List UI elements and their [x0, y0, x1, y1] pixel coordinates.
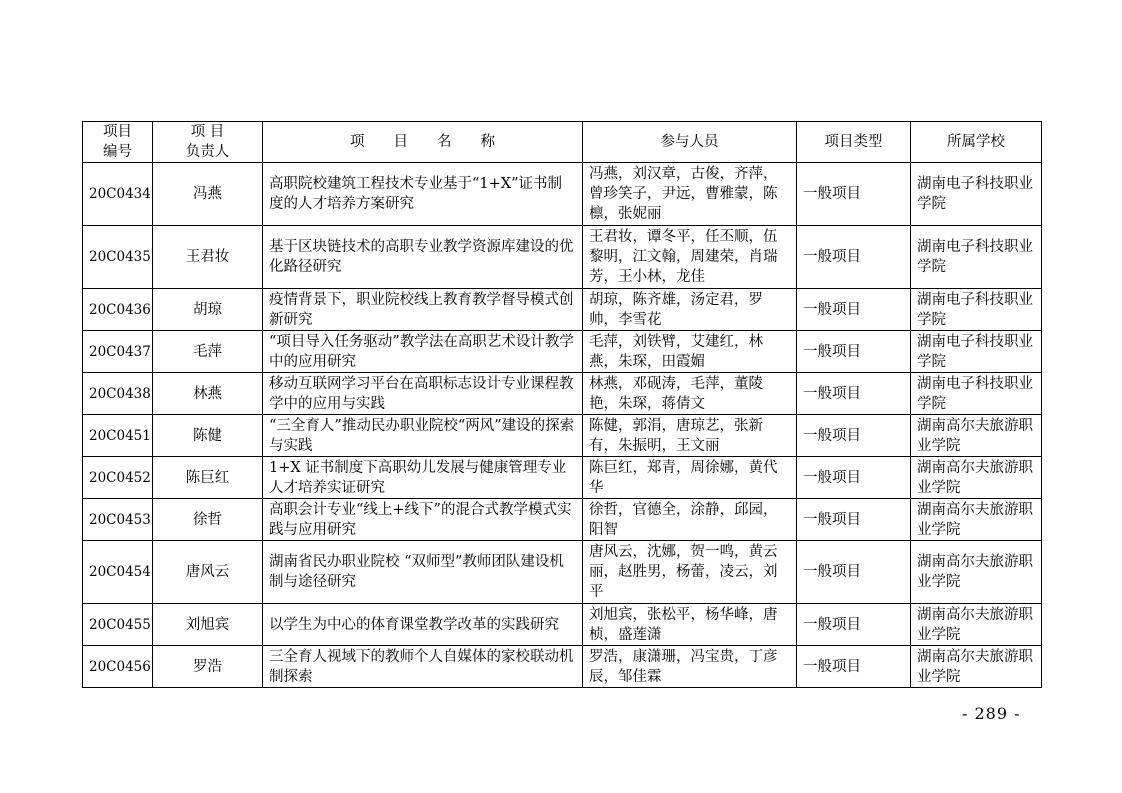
- cell-code: 20C0437: [83, 331, 153, 373]
- table-row: [83, 415, 1042, 457]
- header-type: 项目类型: [797, 122, 911, 163]
- cell-leader: 冯燕: [153, 163, 263, 226]
- cell-school: 湖南高尔夫旅游职业学院: [911, 604, 1042, 646]
- cell-leader: 胡琼: [153, 289, 263, 331]
- cell-project-name: 1+X 证书制度下高职幼儿发展与健康管理专业人才培养实证研究: [263, 457, 583, 499]
- cell-project-name: 疫情背景下，职业院校线上教育教学督导模式创新研究: [263, 289, 583, 331]
- cell-type: 一般项目: [797, 415, 911, 457]
- cell-school: 湖南电子科技职业学院: [911, 331, 1042, 373]
- project-table: [82, 121, 1042, 688]
- cell-members: 陈巨红，郑青，周徐娜，黄代华: [583, 457, 797, 499]
- cell-type: 一般项目: [797, 226, 911, 289]
- cell-school: 湖南高尔夫旅游职业学院: [911, 541, 1042, 604]
- cell-members: 林燕，邓砚涛，毛萍，董陵艳，朱琛，蒋倩文: [583, 373, 797, 415]
- cell-type: 一般项目: [797, 499, 911, 541]
- cell-type: 一般项目: [797, 541, 911, 604]
- cell-leader: 陈巨红: [153, 457, 263, 499]
- cell-members: 刘旭宾，张松平，杨华峰，唐桢，盛莲潇: [583, 604, 797, 646]
- cell-leader: 毛萍: [153, 331, 263, 373]
- header-code-line2: 编号: [103, 144, 132, 160]
- header-school: 所属学校: [911, 122, 1042, 163]
- cell-leader: 刘旭宾: [153, 604, 263, 646]
- cell-leader: 陈健: [153, 415, 263, 457]
- table-row: [83, 499, 1042, 541]
- table-row: [83, 331, 1042, 373]
- cell-project-name: 三全育人视域下的教师个人自媒体的家校联动机制探索: [263, 646, 583, 688]
- cell-leader: 唐风云: [153, 541, 263, 604]
- cell-project-name: 湖南省民办职业院校 “双师型”教师团队建设机制与途径研究: [263, 541, 583, 604]
- cell-leader: 罗浩: [153, 646, 263, 688]
- cell-members: 徐哲，官德全，涂静，邱园，阳智: [583, 499, 797, 541]
- cell-code: 20C0434: [83, 163, 153, 226]
- cell-school: 湖南电子科技职业学院: [911, 373, 1042, 415]
- cell-code: 20C0436: [83, 289, 153, 331]
- cell-school: 湖南高尔夫旅游职业学院: [911, 457, 1042, 499]
- cell-code: 20C0435: [83, 226, 153, 289]
- table-header-row: [83, 122, 1042, 163]
- table-row: [83, 163, 1042, 226]
- table-row: [83, 373, 1042, 415]
- cell-members: 王君妆，谭冬平，任丕顺，伍黎明，江文翰，周建荣，肖瑞芳，王小林，龙佳: [583, 226, 797, 289]
- cell-type: 一般项目: [797, 289, 911, 331]
- cell-members: 陈健，郭涓，唐琼艺，张新有，朱振明，王文丽: [583, 415, 797, 457]
- cell-type: 一般项目: [797, 457, 911, 499]
- cell-members: 胡琼，陈齐雄，汤定君，罗帅，李雪花: [583, 289, 797, 331]
- cell-members: 罗浩，康潇珊，冯宝贵，丁彦辰，邹佳霖: [583, 646, 797, 688]
- cell-school: 湖南电子科技职业学院: [911, 163, 1042, 226]
- cell-school: 湖南电子科技职业学院: [911, 226, 1042, 289]
- table-row: [83, 226, 1042, 289]
- cell-leader: 王君妆: [153, 226, 263, 289]
- cell-project-name: 以学生为中心的体育课堂教学改革的实践研究: [263, 604, 583, 646]
- cell-project-name: 移动互联网学习平台在高职标志设计专业课程教学中的应用与实践: [263, 373, 583, 415]
- cell-school: 湖南电子科技职业学院: [911, 289, 1042, 331]
- cell-code: 20C0438: [83, 373, 153, 415]
- cell-code: 20C0456: [83, 646, 153, 688]
- cell-type: 一般项目: [797, 604, 911, 646]
- cell-code: 20C0455: [83, 604, 153, 646]
- cell-school: 湖南高尔夫旅游职业学院: [911, 499, 1042, 541]
- header-leader: [153, 122, 263, 163]
- page-number: - 289 -: [962, 704, 1021, 723]
- cell-code: 20C0453: [83, 499, 153, 541]
- cell-members: 毛萍，刘铁臂，艾建红，林燕，朱琛，田霞媚: [583, 331, 797, 373]
- table-row: [83, 646, 1042, 688]
- cell-school: 湖南高尔夫旅游职业学院: [911, 415, 1042, 457]
- cell-project-name: 高职院校建筑工程技术专业基于“1+X”证书制度的人才培养方案研究: [263, 163, 583, 226]
- table-row: [83, 604, 1042, 646]
- cell-project-name: 基于区块链技术的高职专业教学资源库建设的优化路径研究: [263, 226, 583, 289]
- cell-code: 20C0451: [83, 415, 153, 457]
- cell-leader: 林燕: [153, 373, 263, 415]
- header-members: 参与人员: [583, 122, 797, 163]
- cell-project-name: “三全育人”推动民办职业院校“两风”建设的探索与实践: [263, 415, 583, 457]
- cell-project-name: 高职会计专业“线上+线下”的混合式教学模式实践与应用研究: [263, 499, 583, 541]
- cell-code: 20C0454: [83, 541, 153, 604]
- header-code: [83, 122, 153, 163]
- cell-school: 湖南高尔夫旅游职业学院: [911, 646, 1042, 688]
- cell-type: 一般项目: [797, 373, 911, 415]
- cell-members: 冯燕，刘汉章，古俊，齐萍，曾珍笑子，尹远，曹雅蒙，陈檩，张妮丽: [583, 163, 797, 226]
- cell-members: 唐风云，沈娜，贺一鸣，黄云丽，赵胜男，杨蕾，凌云，刘平: [583, 541, 797, 604]
- table-row: [83, 541, 1042, 604]
- cell-code: 20C0452: [83, 457, 153, 499]
- header-leader-line1: 项 目: [190, 124, 225, 140]
- cell-leader: 徐哲: [153, 499, 263, 541]
- table-row: [83, 457, 1042, 499]
- cell-type: 一般项目: [797, 331, 911, 373]
- header-leader-line2: 负责人: [185, 144, 230, 160]
- cell-project-name: “项目导入任务驱动”教学法在高职艺术设计教学中的应用研究: [263, 331, 583, 373]
- table-row: [83, 289, 1042, 331]
- cell-type: 一般项目: [797, 646, 911, 688]
- header-code-line1: 项目: [103, 124, 132, 140]
- cell-type: 一般项目: [797, 163, 911, 226]
- header-name: 项 目 名 称: [263, 122, 583, 163]
